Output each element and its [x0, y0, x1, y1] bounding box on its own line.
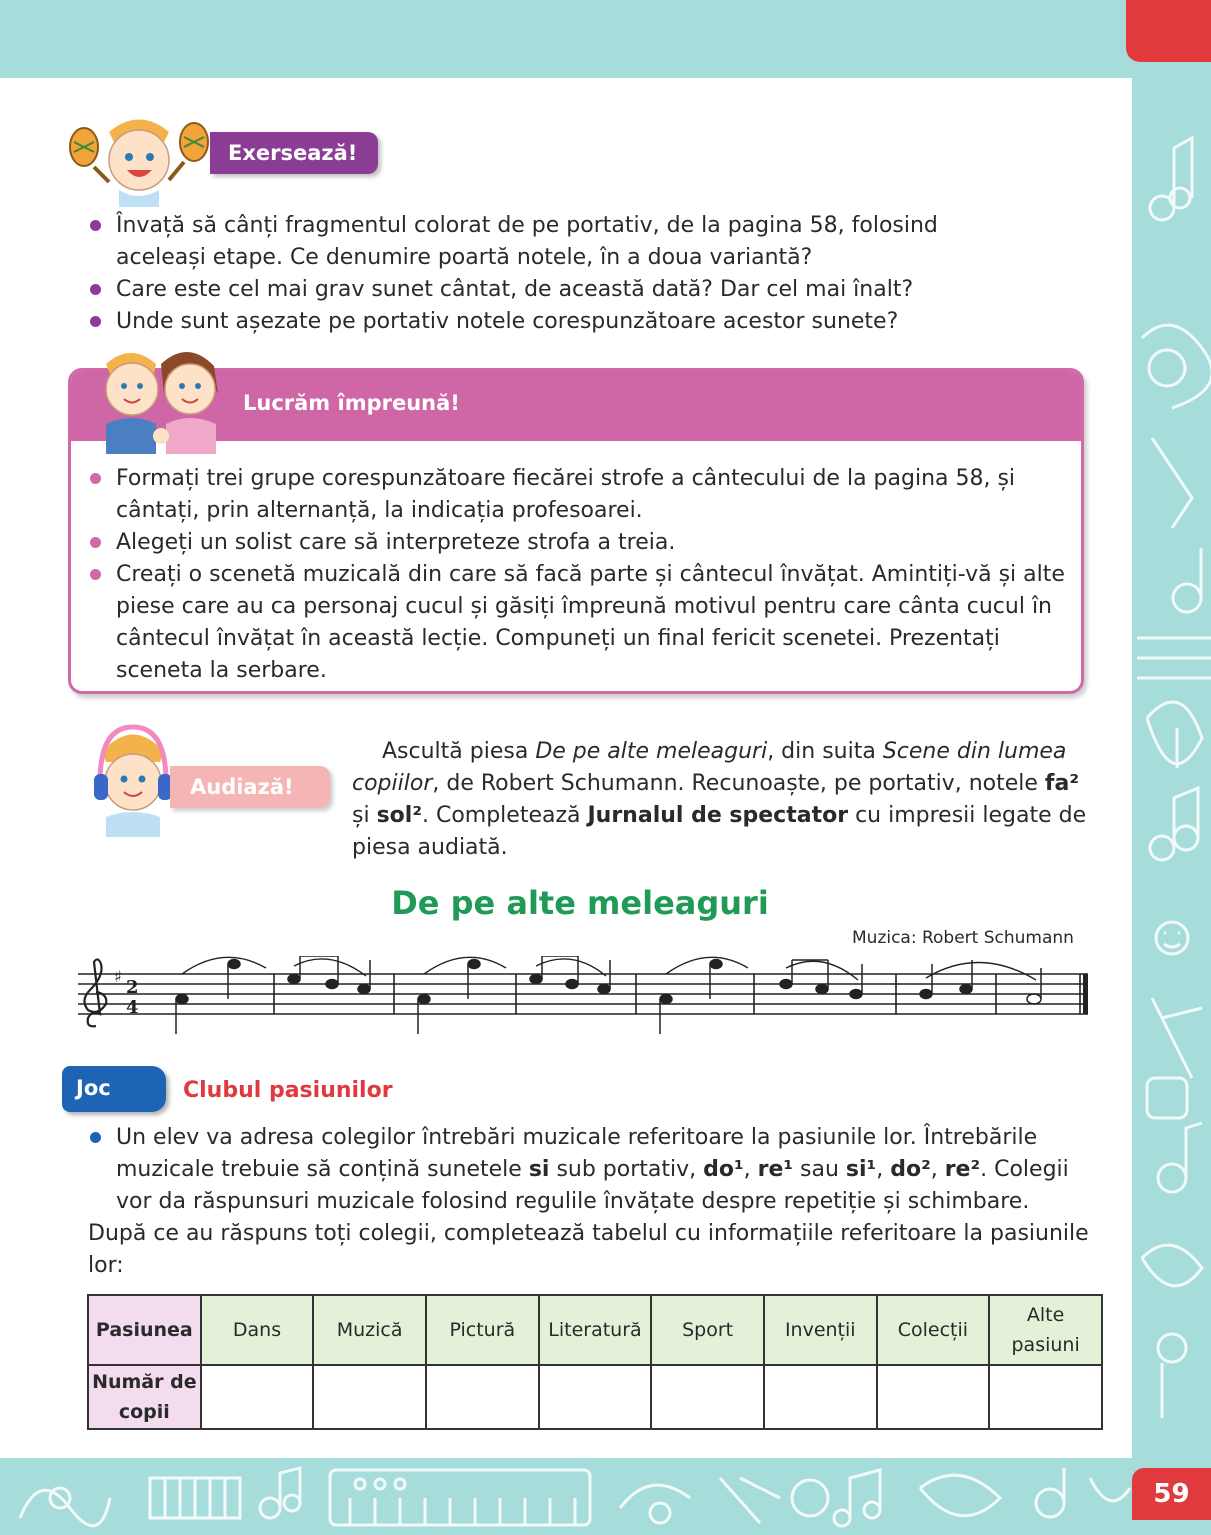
jurnal-link-text: Jurnalul de spectator [587, 803, 849, 828]
table-cell: Dans [201, 1295, 314, 1365]
sharp-sign: ♯ [114, 967, 122, 986]
joc-title: Clubul pasiunilor [183, 1078, 393, 1103]
joc-list [88, 1122, 1088, 1218]
bottom-doodle-border [0, 1458, 1211, 1535]
table-row [88, 1365, 1102, 1429]
two-children-illustration [96, 344, 226, 454]
lucram-list [88, 463, 1068, 687]
table-cell: Invenții [764, 1295, 877, 1365]
table-cell: Colecții [877, 1295, 990, 1365]
exerseaza-list [88, 210, 968, 338]
music-doodle-border [1132, 78, 1211, 1458]
list-item: Creați o scenetă muzicală din care să facă parte și cântecul învățat. Amintiți-vă și alte piese care au ca personaj cucul și găsiți împreună motivul pentru care cânta cucul în cântecul învățat în această lecție. Compuneți un final fericit scenetei. Prezentați sceneta la serbare. [88, 559, 1068, 687]
list-item: Formați trei grupe corespunzătoare fiecărei strofe a cântecului de la pagina 58, și cântați, prin alternanță, la indicația profesoarei. [88, 463, 1068, 527]
audiaza-badge: Audiază! [170, 766, 330, 808]
lucram-impreuna-title: Lucrăm împreună! [243, 391, 460, 415]
empty-cell[interactable] [313, 1365, 426, 1429]
slurs [182, 957, 1036, 980]
piece-title: De pe alte meleaguri [535, 739, 768, 764]
joc-paragraph: După ce au răspuns toți colegii, completează tabelul cu informațiile referitoare la pasiunile lor: [88, 1221, 1089, 1278]
empty-cell[interactable] [877, 1365, 990, 1429]
treble-clef [84, 959, 106, 1026]
suite-title: Scene din lumea copiilor [352, 739, 1067, 796]
list-item: Care este cel mai grav sunet cântat, de această dată? Dar cel mai înalt? [88, 274, 968, 306]
table-row [88, 1295, 1102, 1365]
audiaza-text: Ascultă piesa De pe alte meleaguri, din suita Scene din lumea copiilor, de Robert Schumann. Recunoaște, pe portativ, notele fa² și sol². Completează Jurnalul de spectator cu impresii legate de piesa audiată. [352, 739, 1087, 860]
time-signature-bottom: 4 [126, 997, 139, 1018]
table-cell: Sport [651, 1295, 764, 1365]
child-maracas-illustration [64, 112, 214, 207]
list-item: Unde sunt așezate pe portativ notele corespunzătoare acestor sunete? [88, 306, 968, 338]
empty-cell[interactable] [651, 1365, 764, 1429]
list-item: Învață să cânți fragmentul colorat de pe portativ, de la pagina 58, folosind aceleași etape. Ce denumire poartă notele, în a doua variantă? [88, 210, 968, 274]
empty-cell[interactable] [426, 1365, 539, 1429]
empty-cell[interactable] [539, 1365, 652, 1429]
table-cell: Alte pasiuni [989, 1295, 1102, 1365]
table-cell: Pictură [426, 1295, 539, 1365]
exerseaza-badge: Exersează! [210, 132, 378, 174]
empty-cell[interactable] [201, 1365, 314, 1429]
empty-cell[interactable] [764, 1365, 877, 1429]
top-band [0, 0, 1211, 78]
table-header-cell: Pasiunea [88, 1295, 201, 1365]
composer-credit: Muzica: Robert Schumann [852, 928, 1074, 948]
song-title: De pe alte meleaguri [391, 884, 769, 922]
corner-tab [1126, 0, 1211, 62]
notes [176, 956, 1041, 1034]
child-headphones-illustration [92, 722, 174, 837]
table-cell: Muzică [313, 1295, 426, 1365]
list-item: Alegeți un solist care să interpreteze strofa a treia. [88, 527, 1068, 559]
empty-cell[interactable] [989, 1365, 1102, 1429]
music-staff [74, 956, 1094, 1040]
table-cell: Literatură [539, 1295, 652, 1365]
list-item: Un elev va adresa colegilor întrebări muzicale referitoare la pasiunile lor. Întrebările muzicale trebuie să conțină sunetele si sub portativ, do¹, re¹ sau si¹, do², re². Colegii vor da răspunsuri muzicale folosind regulile învățate despre repetiție și schimbare. [88, 1122, 1088, 1218]
joc-badge: Joc [62, 1066, 166, 1112]
table-header-cell: Număr de copii [88, 1365, 201, 1429]
pasiuni-table [87, 1294, 1103, 1430]
time-signature-top: 2 [126, 977, 139, 998]
page-number: 59 [1132, 1468, 1211, 1520]
